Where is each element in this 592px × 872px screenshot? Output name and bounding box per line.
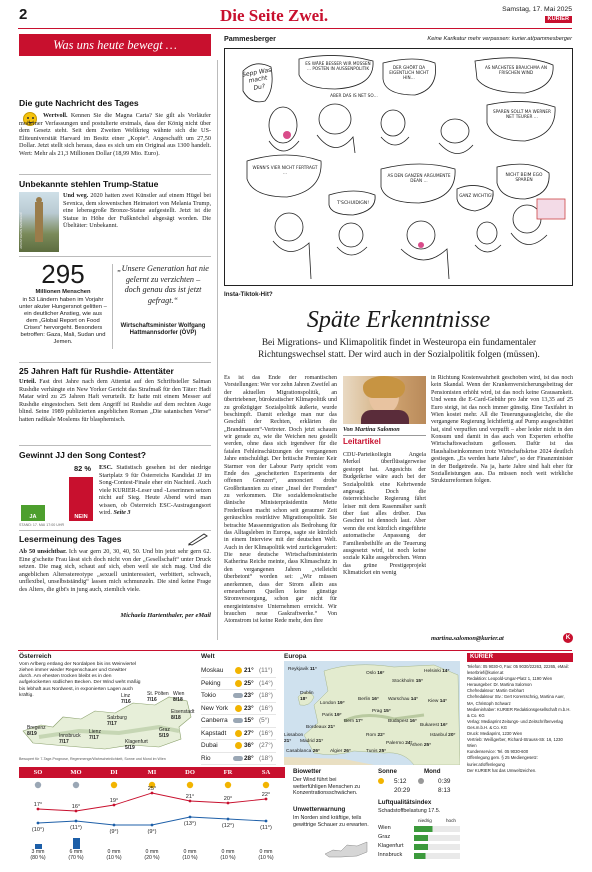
moon-heading: Mond — [424, 768, 441, 775]
air-city: Wien — [378, 825, 391, 831]
temp-label-lo: (11°) — [260, 825, 272, 831]
weather-austria — [19, 653, 196, 765]
impressum-line: Kundenservice: Tel. 05 9030-600 — [467, 749, 529, 755]
rain-values — [19, 849, 285, 867]
world-table — [201, 665, 279, 765]
weather-icon — [73, 782, 79, 788]
moon-icon — [418, 778, 424, 784]
trump-heading: Unbekannte stehlen Trump-Statue — [19, 179, 159, 189]
air-city: Graz — [378, 834, 391, 840]
author-email[interactable]: martina.salomon@kurier.at — [431, 635, 504, 642]
cartoon-bubble: WENN'S VIER NICHT FERTRAGT … — [252, 165, 318, 176]
europe-heading: Europa — [284, 653, 307, 660]
temp-label-hi: 20° — [223, 796, 233, 802]
reader-lead: Ab 50 unsichtbar. — [19, 548, 67, 555]
euro-city: Tunis 25° — [366, 749, 387, 754]
austria-heading: Österreich — [19, 653, 52, 660]
weather-world — [201, 653, 279, 763]
rushdie-text: Fast drei Jahre nach dem Attentat auf den Schriftsteller Salman Rushdie verhängte ein New Yorker Gericht das Strafmaß für den Täter: Hadi Matar wird zu 25 Jahren Haft verurteilt. Er hatte mit einem Messer auf Rushdie eingestochen. Seit dem Angriff ist Rushdie auf dem rechten Auge blind. Seine 1989 publizierten angeblichen Roman „Die satanischen Verse“ hatten radikale Moslems für blasphemisch. — [19, 378, 212, 423]
poll-text: Statistisch gesehen ist der niedrige Startplatz 9 für Österreichs Kandidat JJ im Song-Contest-Finale eher ein Nachteil. Auch viele KURIER-Leser und -Leserinnen setzen nicht auf Sieg. Heute Abend wird man wissen, ob Österreich ESC-Austragungsort wird. — [99, 464, 212, 517]
sun-moon — [378, 768, 461, 864]
divider — [19, 256, 211, 257]
impressum-line: Telefon: 05 9030-0, Fax: 05 9030/22263, 22265, eMail: leserbrief@kurier.at — [467, 664, 569, 676]
poll-yes-percent: 82 % — [74, 464, 92, 473]
world-row: Dubai 36° (27°) — [201, 740, 276, 753]
poll-body — [99, 464, 211, 517]
impressum-line: Verlag: Mediaprint Zeitungs- und Zeitschriftenverlag Ges.m.b.H. & Co. KG — [467, 718, 563, 730]
left-column — [19, 34, 211, 699]
city-label: Eisenstadt 8/18 — [171, 709, 195, 722]
temp-label-hi: 25° — [147, 786, 157, 792]
temp-point-lo — [151, 824, 154, 827]
reader-heading: Lesermeinung des Tages — [19, 534, 122, 544]
euro-city: Oslo 16° — [366, 671, 385, 676]
impressum-line: Chefredakteur: Martin Gebhart — [467, 688, 524, 694]
euro-city: Dublin 18° — [300, 691, 314, 702]
world-heading: Welt — [201, 653, 215, 660]
impressum-line: Vertrieb: Weißgerber, Richard-Strauss-Str. 16, 1230 Wien — [467, 737, 563, 749]
poll-yes-label: NEIN — [69, 513, 93, 521]
world-row: Kapstadt 27° (16°) — [201, 728, 276, 741]
impressum-line: Offenlegung gem. § 25 Mediengesetz: kurier.at/offenlegung — [467, 755, 538, 767]
temp-point-hi — [151, 792, 154, 795]
world-row: Rio 28° (18°) — [201, 753, 276, 766]
world-row: Tokio 23° (18°) — [201, 690, 276, 703]
austria-footnote: Bewupert für 7-Tage-Prognose, Regenmenge/Wahrscheinlichkeit, Sonne und Mond im Wien — [19, 757, 166, 761]
header-date: Samstag, 17. Mai 2025 — [502, 6, 572, 13]
temp-point-hi — [189, 800, 192, 803]
city-label: Linz 7/16 — [121, 693, 131, 706]
good-news-heading: Die gute Nachricht des Tages — [19, 98, 139, 108]
column-separator — [217, 60, 218, 640]
euro-city: Reykjavik 11° — [288, 667, 317, 672]
forecast-day: FR — [209, 767, 247, 778]
pen-icon — [187, 532, 209, 546]
euro-city: Bordeaux 21° — [306, 725, 336, 730]
page-number: 2 — [19, 6, 28, 23]
weather-icon — [111, 782, 117, 788]
temp-point-hi — [113, 804, 116, 807]
impressum — [467, 653, 573, 867]
city-label: St. Pölten 7/16 — [147, 691, 169, 704]
city-label: Bregenz 8/19 — [27, 725, 46, 738]
temp-point-lo — [113, 824, 116, 827]
sun-set: 20:29 — [394, 787, 410, 794]
rain-value: 0 mm (10 %) — [258, 849, 274, 862]
divider — [19, 445, 211, 446]
temp-label-lo: (9°) — [109, 829, 119, 835]
rain-value: 0 mm (10 %) — [106, 849, 122, 862]
city-label: Klagenfurt 5/19 — [125, 739, 148, 752]
photo-credit: APA/STJEPAN MARKEGIĆ — [19, 212, 23, 249]
divider — [19, 362, 211, 363]
cartoon-bubble: GANZ WICHTIG! — [459, 193, 493, 198]
impressum-line: Redaktion: Leopold-Ungar-Platz 1, 1190 Wien — [467, 676, 553, 682]
rain-bar — [73, 838, 80, 849]
euro-city: Palermo 24° — [386, 741, 413, 746]
kurier-k-icon: K — [563, 633, 573, 643]
temp-point-hi — [265, 798, 268, 801]
moon-set: 8:13 — [438, 787, 451, 794]
temp-point-hi — [227, 802, 230, 805]
weather-icon — [263, 782, 269, 788]
poll-yes-bar — [69, 477, 93, 513]
city-label: Salzburg 7/17 — [107, 715, 127, 728]
euro-city: Prag 15° — [372, 709, 391, 714]
cartoon-bubble: NICHT BEIM EGO SPAREN — [505, 173, 543, 184]
quote-author: Wirtschaftsminister Wolfgang Hattmannsdorfer (ÖVP) — [120, 323, 206, 337]
rain-value: 0 mm (20 %) — [144, 849, 160, 862]
temp-label-lo: (13°) — [183, 821, 197, 827]
rain-chart — [19, 837, 285, 849]
rain-value: 0 mm (10 %) — [182, 849, 198, 862]
weather-rule — [18, 650, 572, 651]
air-bar — [414, 826, 460, 832]
temp-point-lo — [75, 820, 78, 823]
austria-mini-map — [323, 840, 369, 860]
sun-rise: 5:12 — [394, 778, 407, 785]
poll-lead: ESC. — [99, 464, 113, 471]
cartoon-bubble: SPAREN SOLLT MA WERNER NET TEURER … — [493, 109, 551, 120]
author-photo — [343, 376, 426, 424]
forecast-strip — [19, 767, 285, 867]
euro-city: London 19° — [320, 701, 345, 706]
air-city: Klagenfurt — [378, 843, 404, 849]
euro-city: Paris 19° — [322, 713, 342, 718]
poll-page-ref[interactable]: Seite 3 — [113, 509, 131, 517]
stat-number: 295 — [41, 259, 85, 289]
trump-text: 2020 hatten zwei Künstler auf einem Hügel bei Sevnica, dem slowenischen Heimatort von Melania Trump, eine lebensgroße Bronze-Statue aufgestellt. Jetzt ist die Statue in Höhe der Fußknöchel abgesägt worden. Die Übeltäter: Unbekannt. — [63, 192, 212, 230]
divider — [19, 174, 211, 175]
euro-city: Istanbul 20° — [430, 733, 456, 738]
temp-label-hi: 17° — [33, 802, 43, 808]
poll-heading: Gewinnt JJ den Song Contest? — [19, 450, 147, 460]
euro-city: Kiew 14° — [428, 699, 448, 704]
brand-logo: KURIER — [545, 16, 572, 23]
cartoon-note[interactable]: Keine Karikatur mehr verpassen: kurier.at/pammesberger — [427, 36, 572, 42]
trump-body — [63, 192, 211, 230]
cartoon-bubble: T'SCHUIDIGN! — [336, 201, 370, 206]
euro-city: Madrid 21° — [300, 739, 324, 744]
forecast-day: MO — [57, 767, 95, 778]
air-scale-low: niedrig — [418, 818, 432, 823]
impressum-line: Der KURIER hat das Umweltzeichen. — [467, 767, 537, 773]
temp-label-hi: 16° — [71, 804, 81, 810]
uwarn-text: Im Norden sind kräftige, teils gewittrige Schauer zu erwarten. — [293, 815, 369, 828]
cartoon-section: Pammesberger — [224, 34, 276, 43]
page-title: Die Seite Zwei. — [220, 6, 329, 25]
quote-text: „Unsere Generation hat nie gelernt zu verzichten – doch genau das ist jetzt gefragt.“ — [117, 264, 209, 305]
rain-value: 0 mm (10 %) — [220, 849, 236, 862]
impressum-line: Herausgeber: Dr. Martina Salomon — [467, 682, 532, 688]
forecast-day: MI — [133, 767, 171, 778]
euro-city: Warschau 14° — [388, 697, 419, 702]
divider-vertical — [112, 264, 113, 349]
impressum-line: Medieninhaber: KURIER Redaktionsgesellschaft m.b.H. & Co. KG — [467, 706, 571, 718]
euro-city: Rom 22° — [366, 733, 385, 738]
impressum-line: Druck: Mediaprint, 1230 Wien — [467, 731, 523, 737]
article-title: Späte Erkenntnisse — [306, 307, 491, 333]
rushdie-lead: Urteil. — [19, 378, 37, 385]
impressum-lines — [467, 664, 573, 774]
good-news-body — [19, 112, 211, 157]
euro-city: Berlin 16° — [358, 697, 379, 702]
euro-city: Casablanca 26° — [286, 749, 320, 754]
cartoon-bubble: AS DEN GANZEN ARGUMENTE DEAN … — [387, 173, 451, 184]
article-subtitle: Bei Migrations- und Klimapolitik findet in Westeuropa ein fundamentaler Richtungswechsel statt. Der wird auch in der Sozialpolitik folgen (müssen). — [258, 338, 540, 361]
euro-city: Athen 25° — [410, 743, 432, 748]
forecast-day: DO — [171, 767, 209, 778]
air-bar — [414, 835, 460, 841]
good-news-text: Kennen Sie die Magna Carta? Sie gilt als Vorläufer moderner Verfassungen und postulierte erstmals, dass der König nicht über dem Gesetz steht. Seit dem Zweiten Weltkrieg wähnte sich die US-Eliteuniversität Harvard im Besitz einer „Kopie“. Angeschafft um 27,50 Dollar. Jetzt stellt sich heraus, dass es sich um ein Original aus 1300 handelt. Wert: Mehr als 21,3 Millionen Dollar (18,99 Mio. Euro). — [19, 112, 211, 157]
air-bar — [414, 853, 460, 859]
city-label: Graz 5/19 — [159, 727, 170, 740]
sun-heading: Sonne — [378, 768, 397, 775]
temp-point-hi — [37, 808, 40, 811]
world-row: Peking 25° (14°) — [201, 678, 276, 691]
article-column-1: Es ist das Ende der romantischen Vorstellungen: Wer vor zehn Jahren Zweifel an der aktuellen Migrationspolitik, an übertriebener, bürokratischer Klimapolitik und zu großzügiger Sozialpolitik äußerte, wurde beschimpft. Damit erledige man nur das Geschäft der Rechten, erklärten die „Brandmauern“-Vertreter. Doch jetzt schauen wir gerade zu, wie die Weichen neu gestellt werden, ohne dass sich irgendwer für die fatalen Fehleinschätzungen der vergangenen Jahre entschuldigt. Der britische Premier Keir Starmer von der Labour Party spricht vom Ende des „gescheiterten Experiments der offenen Grenzen“, annonciert drohe Großbritannien zu einer „Insel der Fremden“ zu verkommen. Die sozialdemokratische dänische Ministerpräsidentin Mette Frederiksen macht schon seit geraumer Zeit geräuschlos restriktive Migrationspolitik. Sie betrachte Massenmigration als Bedrohung für das Alltagsleben in Europa, sagte sie kürzlich in einem Interview mit der deutschen Welt. Auch in der Klimapolitik wird zurückgerudert: Die neue deutsche Wirtschaftsministerin Katherina Reiche meinte, dass Klimaschutz in den vergangenen Jahren „vielleicht überbetont“ worden sei: „Wir müssen anerkennen, dass der Strom allein aus erneuerbaren Quellen keine günstige Stromversorgung, schon gar nicht für energieintensive Unternehmen erreicht. Wir brauchen neue Gaskraftwerke.“ Von Atomstrom ist keine Rede mehr, den ihre — [224, 375, 337, 625]
temp-label-lo: (11°) — [70, 825, 82, 831]
moon-rise: 0:39 — [438, 778, 451, 785]
temp-point-lo — [189, 816, 192, 819]
reader-author: Michaela Hartenthaler, per eMail — [120, 612, 211, 619]
austria-text: Vom Arlberg entlang der Nordalpen bis ins Weinviertel ziehen immer wieder Regenschauer und Gewitter durch. Am ehesten trocken bleibt es in den aufgelockerten südlichen Becken. Der Wind weht mäßig bis lebhaft aus Nordwest, in exponierten Lagen auch kräftig. — [19, 662, 141, 698]
cartoon-bubble: Sepp Was macht Du? — [241, 66, 272, 92]
trump-lead: Und weg. — [63, 192, 89, 199]
weather-notes — [293, 768, 373, 864]
forecast-day: SO — [19, 767, 57, 778]
air-scale-high: hoch — [446, 818, 456, 823]
reader-body — [19, 548, 211, 593]
euro-city: Bern 17° — [344, 719, 363, 724]
impressum-line: Chefredakteur Stv.: Gert Korentschnig, Martina Auer, MA, Christoph Schwarz — [467, 694, 565, 706]
uwarn-heading: Unwetterwarnung — [293, 806, 346, 813]
cartoon-bubble: ABER DAS IS NET SO… — [330, 93, 378, 98]
austria-cities — [19, 687, 196, 757]
temp-point-lo — [37, 822, 40, 825]
poll-chart — [19, 464, 97, 522]
temp-point-lo — [265, 820, 268, 823]
weather-icon — [187, 782, 193, 788]
temp-label-hi: 22° — [261, 792, 271, 798]
page-header — [0, 0, 592, 28]
temp-point-hi — [75, 810, 78, 813]
euro-city: Stockholm 15° — [392, 679, 424, 684]
temperature-chart — [19, 779, 285, 837]
rain-value: 3 mm (80 %) — [30, 849, 46, 862]
poll-no-bar — [21, 505, 45, 513]
stat-label: Millionen Menschen — [35, 289, 91, 295]
left-banner: Was uns heute bewegt … — [19, 34, 211, 56]
air-heading: Luftqualitätsindex — [378, 799, 432, 806]
cartoon-bubble: ES WÄRE BESSER WIR MÜSSEN … POSTEN IN AUSSENPOLITIK — [305, 61, 371, 72]
poll-footnote: STAND: 17. MAI 17:00 UHR — [19, 523, 65, 527]
euro-city: Lissabon 21° — [284, 733, 304, 744]
city-label: Wien 8/18 — [173, 691, 185, 704]
author-byline: Von Martina Salomon — [343, 426, 426, 436]
statue-photo — [19, 192, 59, 252]
air-bar — [414, 844, 460, 850]
rain-value: 6 mm (70 %) — [68, 849, 84, 862]
cartoon-bubble: DER GHÖRT DA EIGENTLICH NICHT HIN… — [389, 65, 429, 81]
euro-city: Helsinki 14° — [424, 669, 450, 674]
rushdie-heading: 25 Jahren Haft für Rushdie- Attentäter — [19, 366, 174, 376]
cartoon-image — [224, 48, 573, 286]
world-row: Moskau 21° (11°) — [201, 665, 276, 678]
city-label: Innsbruck 7/17 — [59, 733, 81, 746]
sun-icon — [378, 778, 384, 784]
euro-city: Budapest 16° — [388, 719, 417, 724]
weather-europe — [284, 653, 460, 765]
temp-point-lo — [227, 818, 230, 821]
rushdie-body — [19, 378, 211, 423]
temp-label-hi: 21° — [185, 794, 195, 800]
euro-city: Algier 26° — [330, 749, 351, 754]
bio-text: Der Wind führt bei wetterfühligen Menschen zu Konzentrationsschwächen. — [293, 777, 361, 797]
forecast-day: DI — [95, 767, 133, 778]
impressum-brand: KURIER — [467, 653, 573, 662]
temp-label-lo: (10°) — [31, 827, 45, 833]
forecast-day: SA — [247, 767, 285, 778]
bio-heading: Biowetter — [293, 768, 322, 775]
world-row: Canberra 15° (5°) — [201, 715, 276, 728]
article-column-3: in Richtung Kostenwahrheit geschoben wird, ist das noch kein Skandal. Wenn der Krankenversicherungsbeitrag der Pensionisten erhöht wird, ist das noch keine Grausamkeit. Und wenn die E-Card-Gebühr pro Jahr von 13,35 auf 25 Euro steigt, ist das noch immer günstig. Eine Taxifahrt in Wien kostet mehr. All die Teuerungsausgleiche, die die vergangene Regierung leichtfertig auf Pump ausgeschüttet hat, sind verpuffen und verpufft – aber leider nicht in den Konsum und damit in das auch von Experten erhoffte Wirtschaftswachstum geflossen. Dafür ist das Haushaltseinkommen trotz Wirtschaftskrise 2024 deutlich gestiegen. „Es werden harte Jahre“, so der Finanzminister in der Budgetrede. Na ja, harte Jahre sind halt eher für Sozialleistungen aus. Da müssen noch weit wirkliche Strukturreformen folgen. — [431, 375, 573, 485]
temp-label-lo: (9°) — [147, 829, 157, 835]
reader-text: Ich war gern 20, 30, 40, 50. Und bin jetzt sehr gern 62. Eine g'scheite Frau lässt sich doch nicht von der „Gesellschaft“ unter Druck setzen. Die mag sich, schaut auf sich, eben weil sie sich mag. Und die angeblichen Altersstereotype „sexuell uninteressiert, verbittert, schwach, unflexibel, unselbstständig“ lassen mich schmunzeln. Die sind keine Frage des Alters, die gibt's in jung auch, ziemlich viele. — [19, 548, 211, 593]
temp-label-hi: 19° — [109, 798, 119, 804]
cartoon-bubble: AS NÄCHSTES BRAUCHMA AN FRISCHEN WIND — [484, 65, 548, 76]
weather-icon — [35, 782, 41, 788]
air-city: Innsbruck — [378, 852, 403, 858]
cartoon-caption: Insta-Tiktok-Hit? — [224, 291, 273, 298]
stat-text: in 53 Ländern haben im Vorjahr unter akuter Hungersnot gelitten – ein deutlicher Anstieg, wie aus dem „Global Report on Food Crises“ hervorgeht. Besonders betroffen: Gaza, Mali, Sudan und Jemen. — [19, 297, 107, 346]
good-news-lead: Wertvoll. — [43, 112, 68, 119]
city-label: Lienz 7/17 — [89, 729, 101, 742]
poll-no-label: JA — [21, 513, 45, 521]
divider — [19, 530, 211, 531]
article-column-2: CDU-Parteikollegin Angela Merkel überflüssigerweise gestoppt hat. Angesichts der Budgetkrise wäre auch bei der Sozialpolitik eine Kehrtwende angesagt. Doch die österreichische Regierung fährt leiser mit dem Rasenmäher sanft über fast alles drüber. Das Geschrei ist dennoch laut. Aber wenn die erst kürzlich eingeführte automatische Anpassung der Familienbeihilfe an die Teuerung ausgesetzt wird, ist noch keine soziale Kälte ausgebrochen. Wenn das grüne Prestigeprojekt Klimaticket ein wenig — [343, 452, 426, 576]
temp-label-lo: (12°) — [221, 823, 235, 829]
article-kind: Leitartikel — [343, 437, 381, 446]
world-row: New York 23° (16°) — [201, 703, 276, 716]
air-text: Schadstoffbelastung 17.5. — [378, 808, 441, 814]
weather-icon — [225, 782, 231, 788]
euro-city: Bukarest 16° — [420, 723, 448, 728]
header-rule — [18, 28, 572, 29]
